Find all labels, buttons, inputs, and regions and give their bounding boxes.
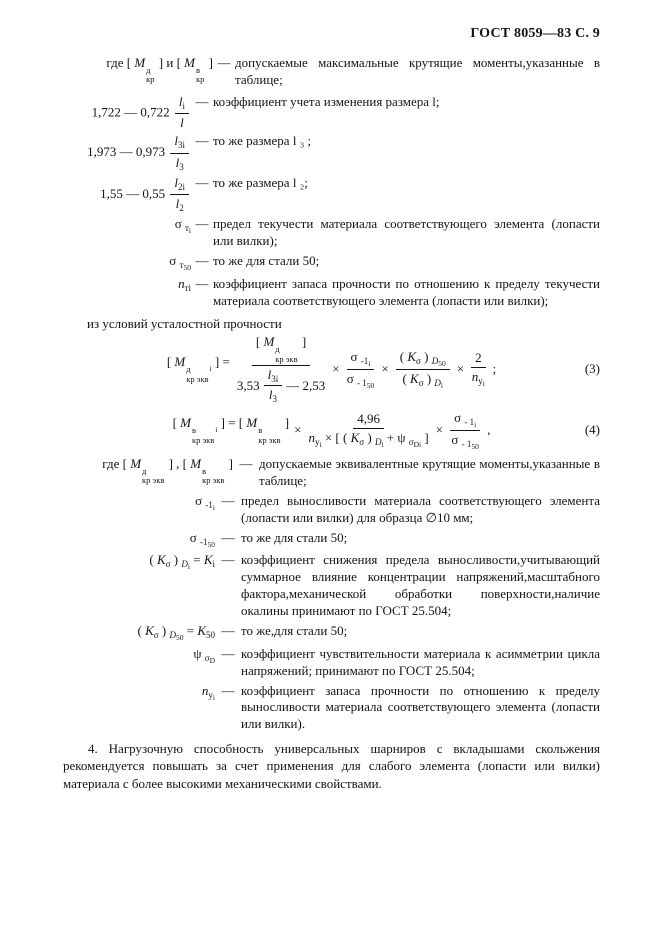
fraction-denominator: l — [180, 115, 184, 131]
page-header — [63, 26, 600, 42]
coeff-l3-expression: 1,973 — 0,973 — [87, 144, 169, 160]
definition-dash: — — [217, 55, 231, 70]
definitions-block-1 — [63, 55, 600, 309]
definition-desc: коэффициент чувствительности материала к асимметрии цикла напряжений; принимают по ГОСТ 25.504; — [241, 645, 600, 678]
term-n-y: $n_{уi}$ — [201, 682, 215, 702]
definition-desc: допускаемые максимальные крутящие моменты,указанные в таблице; — [235, 55, 600, 87]
definitions-block-2 — [63, 456, 600, 733]
definition-row-coeff-l — [63, 94, 600, 133]
term-k-sigma-d50: ( $K_\sigma$ ) $_{D50} = K_{50}$ — [137, 622, 215, 642]
definition-desc: коэффициент запаса прочности по отношению к пределу текучести материала соответствующего элемента (лопасти или вилки); — [213, 275, 600, 308]
fraction-denominator: $n_{уi}$ × [ ( $K_\sigma$ ) $_{Di}$ + ψ $_{\sigma Di}$ ] — [308, 430, 429, 450]
definition-desc: то же для стали 50; — [213, 252, 320, 268]
definition-row-psi — [63, 646, 600, 680]
fraction-denominator: $n_{уi}$ — [471, 369, 485, 389]
den-coefficient: 3,53 — [236, 377, 260, 393]
fraction-numerator: 2 — [471, 350, 486, 368]
definition-dash: — — [195, 275, 209, 291]
fraction-numerator: [ M д кр экв ] — [252, 334, 310, 366]
eq3-tail: ; — [492, 361, 497, 377]
fraction-numerator: $l_{3i}$ — [264, 367, 283, 386]
definition-row-sigma-t50 — [63, 253, 600, 273]
fraction-denominator — [237, 366, 325, 404]
definition-row-n-t — [63, 276, 600, 310]
term-eq-moments: где [ M д кр экв ] , [ M в кр экв ] — [102, 456, 233, 486]
term-coeff-l3 — [63, 133, 191, 173]
definition-row-eq-moments — [63, 456, 600, 490]
equation-4-number: (4) — [584, 422, 600, 438]
term-sigma-t: σ $_{тi}$ — [174, 216, 191, 236]
multiply-sign: × — [332, 361, 340, 377]
nested-fraction-l3 — [264, 367, 283, 404]
definition-dash: — — [221, 552, 235, 568]
fraction-denominator: $l_3$ — [268, 387, 277, 405]
eq4-main-fraction — [308, 411, 428, 449]
definition-row-k-sigma-d50 — [63, 623, 600, 643]
definition-desc: предел выносливости материала соответствующего элемента (лопасти или вилки) для образца ∅10 мм; — [241, 492, 600, 525]
definition-row-max-moments — [63, 55, 600, 89]
definition-dash: — — [221, 645, 235, 661]
fraction-numerator: 4,96 — [353, 411, 384, 429]
eq3-lhs: [ M д кр экв $_i$ ] = — [166, 354, 230, 384]
eq4-tail: , — [487, 422, 491, 438]
den-constant: — 2,53 — [286, 377, 326, 393]
fraction-denominator: $l_2$ — [175, 196, 184, 214]
eq3-safety-fraction — [471, 350, 486, 388]
fraction-numerator: ( $K_\sigma$ ) $_{D50}$ — [396, 349, 450, 370]
term-n-t: $n_{тi}$ — [178, 275, 191, 293]
term-psi: ψ $_{\sigma D}$ — [193, 645, 215, 665]
definition-row-coeff-l3 — [63, 133, 600, 173]
definition-row-sigma-1i — [63, 493, 600, 527]
term-sigma-150: σ $_{-150}$ — [189, 529, 215, 549]
definition-row-n-y — [63, 683, 600, 734]
definition-desc: коэффициент запаса прочности по отношению к пределу выносливости материала соответствующего элемента (лопасти или вилки). — [241, 682, 600, 732]
eq3-k-fraction — [396, 349, 450, 390]
doc-number-label: ГОСТ 8059—83 С. 9 — [470, 26, 600, 41]
definition-dash: — — [195, 252, 209, 268]
fraction-l3 — [170, 133, 189, 173]
definition-dash: — — [195, 216, 209, 232]
fraction-numerator: σ $_{-1i}$ — [347, 349, 375, 370]
term-sigma-t50: σ $_{т50}$ — [169, 252, 191, 272]
definition-desc: предел текучести материала соответствующего элемента (лопасти или вилки); — [213, 216, 600, 248]
equation-3-number: (3) — [584, 361, 600, 377]
definition-desc: допускаемые эквивалентные крутящие моменты,указанные в таблице; — [259, 456, 600, 488]
term-k-sigma-di: ( $K_\sigma$ ) $_{Di} = K_i$ — [149, 552, 215, 572]
fraction-numerator: $l_i$ — [175, 94, 189, 115]
definition-dash: — — [221, 622, 235, 638]
definition-desc: то же размера l ₃ ; — [213, 133, 312, 149]
eq4-lhs: [ M в кр экв $_i$ ] = [ M в кр экв ] — [172, 415, 290, 445]
multiply-sign: × — [381, 361, 389, 377]
multiply-sign: × — [435, 422, 444, 438]
term-coeff-l2 — [63, 175, 191, 215]
fraction-numerator: σ $_{- 1i}$ — [450, 410, 480, 431]
coeff-l-expression: 1,722 — 0,722 — [91, 104, 173, 120]
definition-dash: — — [195, 174, 209, 190]
term-coeff-l — [63, 94, 191, 133]
definition-dash: — — [195, 133, 209, 149]
term-max-moments: где [ M д кр ] и [ M в кр ] — [106, 55, 213, 85]
multiply-sign: × — [456, 361, 465, 377]
fraction-denominator: ( $K_\sigma$ ) $_{Di}$ — [402, 370, 444, 390]
coeff-l2-expression: 1,55 — 0,55 — [100, 185, 169, 201]
definition-desc: коэффициент снижения предела выносливости,учитывающий суммарное влияние концентрации напряжений,масштабного фактора,механической обработки поверхности,наличие окалины принимают по ГОСТ 25.504; — [241, 552, 600, 619]
multiply-sign: × — [294, 422, 302, 438]
definition-row-sigma-t — [63, 216, 600, 250]
fraction-l — [175, 94, 189, 133]
fraction-l2 — [170, 175, 189, 215]
equation-3-body — [167, 334, 496, 404]
fatigue-strength-intro: из условий усталостной прочности — [87, 316, 282, 332]
fraction-numerator: $l_{2i}$ — [170, 175, 189, 196]
definition-desc: то же для стали 50; — [241, 529, 348, 545]
eq4-sigma-fraction — [450, 410, 480, 451]
definition-desc: коэффициент учета изменения размера l; — [213, 93, 440, 109]
fraction-denominator: $l_3$ — [175, 155, 184, 173]
eq3-main-fraction — [237, 334, 325, 404]
definition-desc: то же,для стали 50; — [241, 622, 348, 638]
definition-row-sigma-150 — [63, 530, 600, 550]
equation-3 — [63, 334, 600, 404]
definition-dash: — — [195, 93, 209, 109]
eq3-sigma-fraction — [347, 349, 375, 390]
fraction-denominator: σ $_{- 150}$ — [451, 431, 479, 451]
equation-4-body — [173, 410, 491, 451]
definition-dash: — — [239, 456, 253, 472]
definition-desc: то же размера l ₂; — [213, 174, 308, 190]
definition-row-k-sigma-di — [63, 552, 600, 620]
paragraph-4: 4. Нагрузочную способность универсальных шарниров с вкладышами скольжения рекомендуется повышать за счет применения для слабого элемента (лопасти или вилки) материала с более высокими механическими свойствами. — [63, 741, 600, 791]
definition-dash: — — [221, 529, 235, 545]
fraction-numerator: $l_{3i}$ — [170, 133, 189, 154]
definition-row-coeff-l2 — [63, 175, 600, 215]
fraction-denominator: σ $_{- 150}$ — [346, 370, 375, 390]
definition-dash: — — [221, 682, 235, 698]
equation-4 — [63, 404, 600, 456]
term-sigma-1i: σ $_{-1i}$ — [195, 492, 215, 512]
definition-dash: — — [221, 492, 235, 508]
